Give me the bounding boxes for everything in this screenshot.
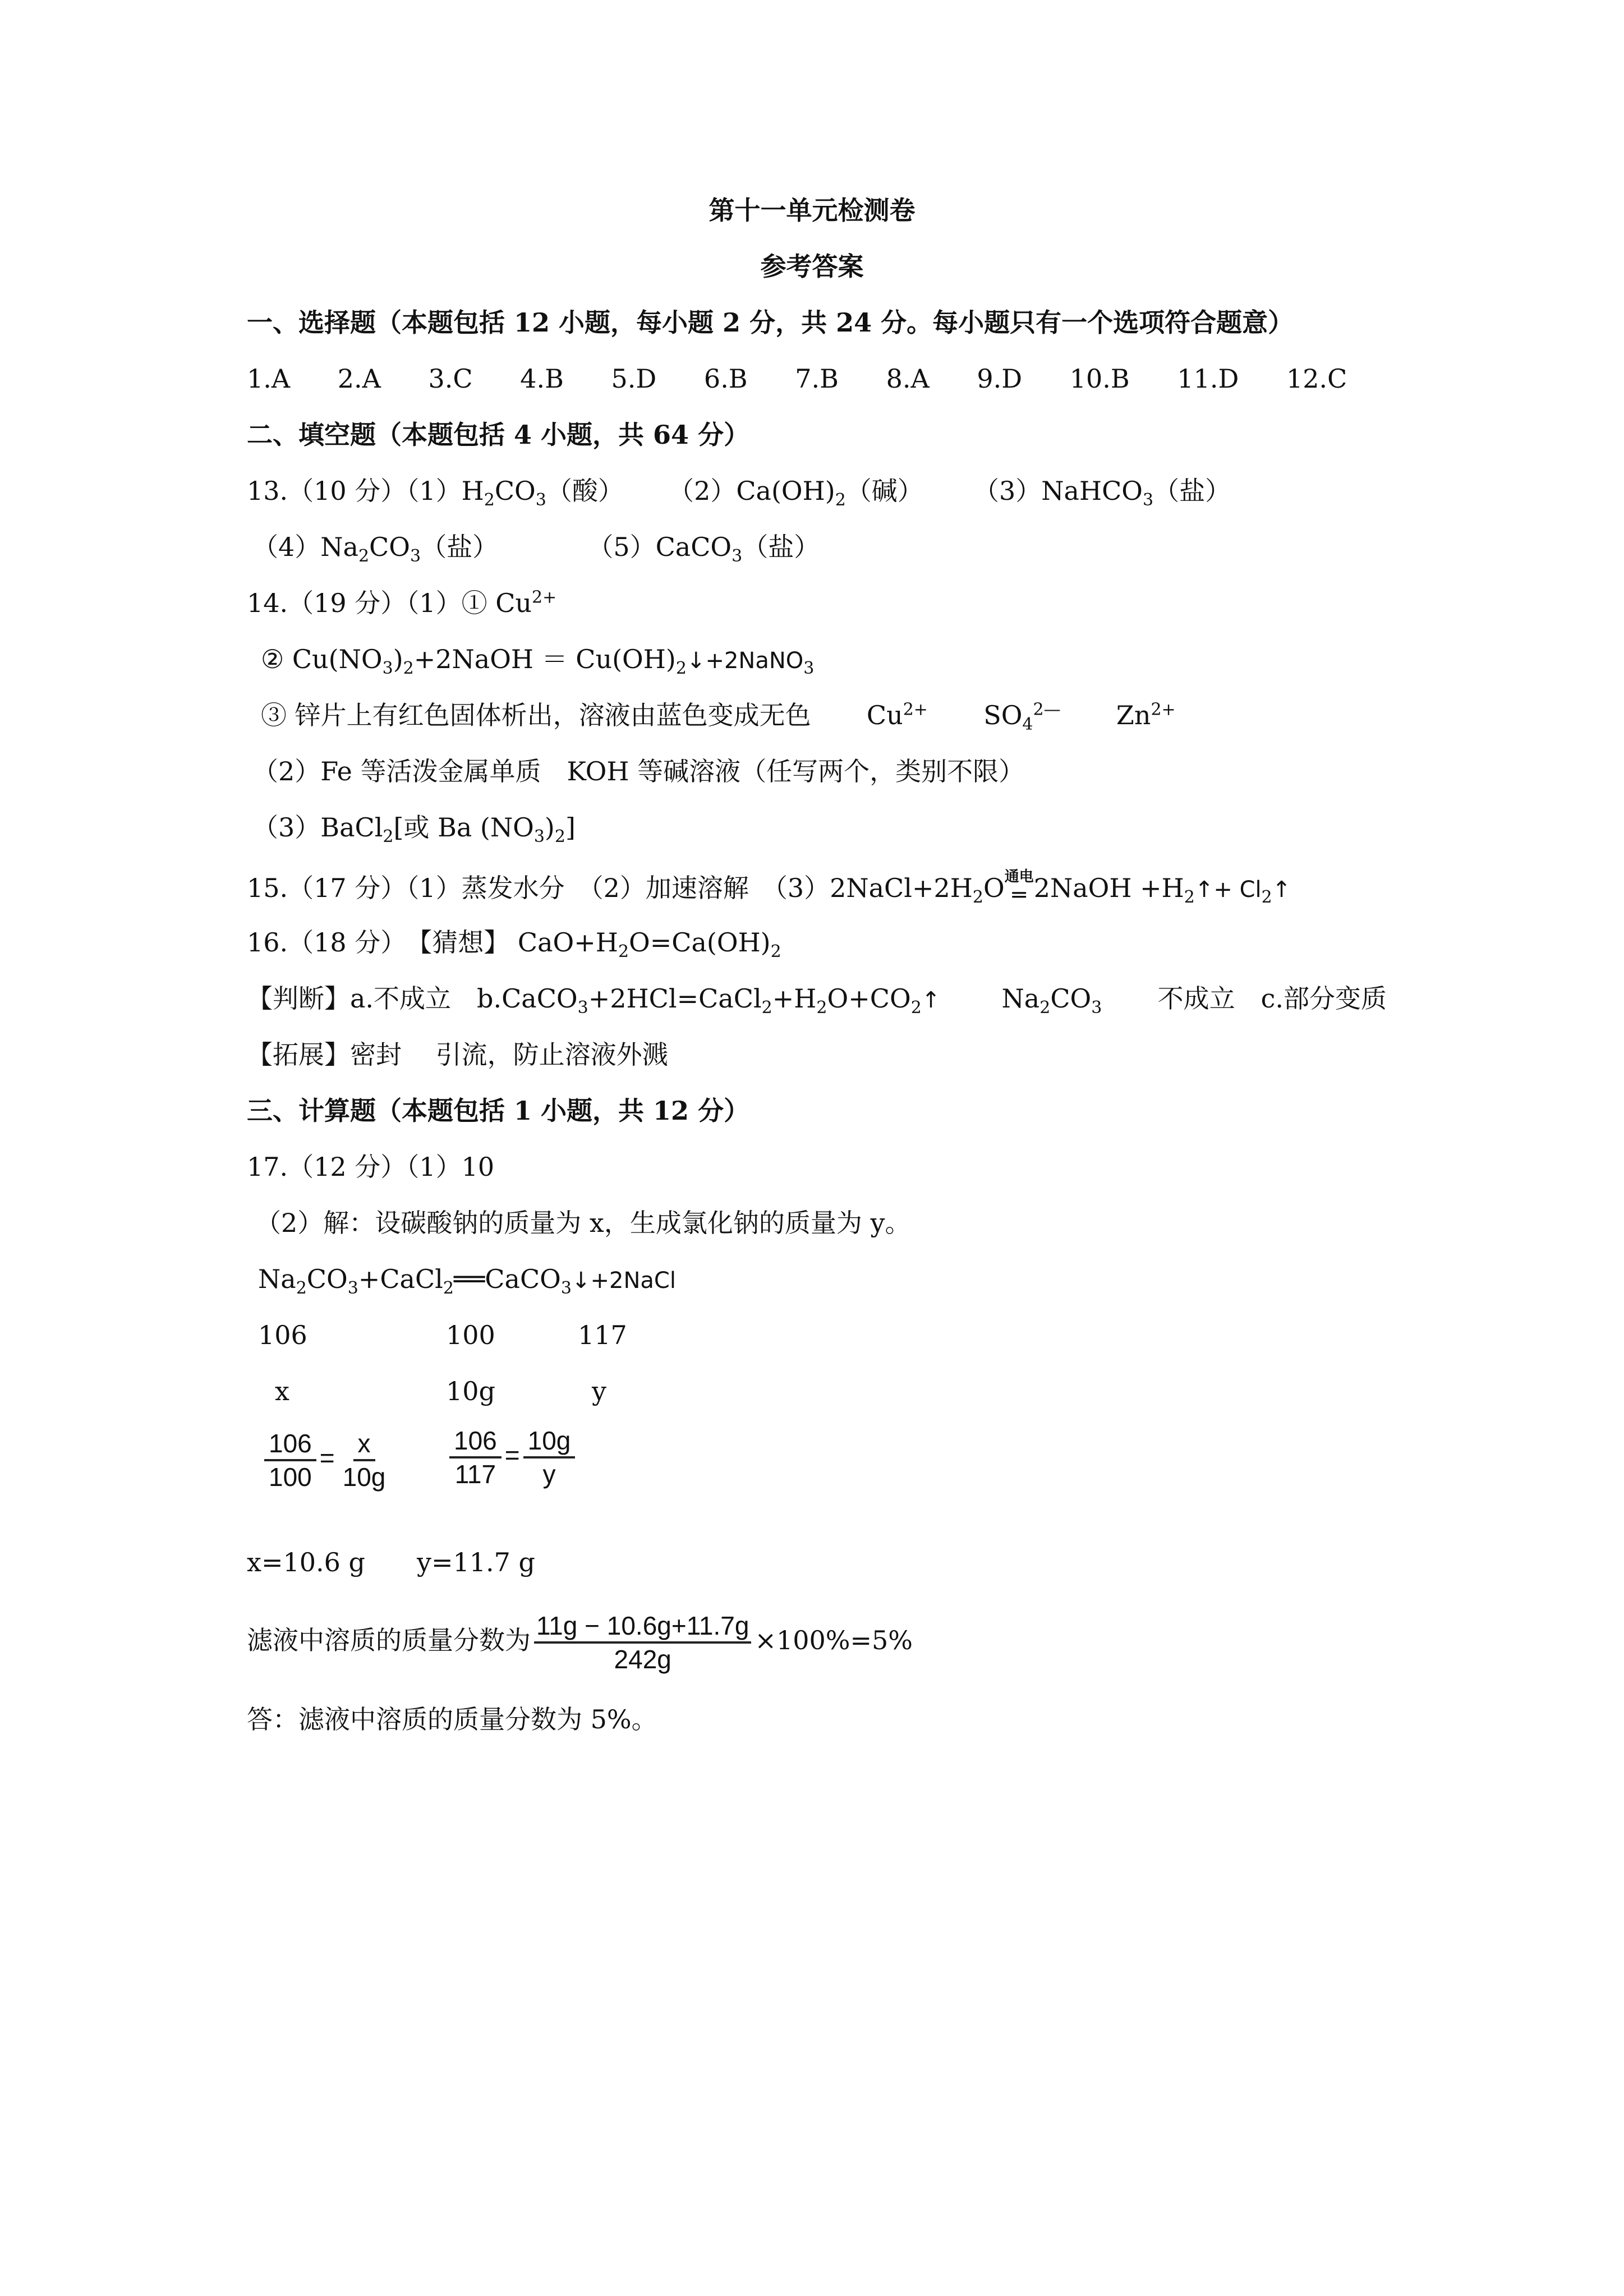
- fraction-numerator: x: [353, 1428, 375, 1461]
- subscript: 2: [816, 998, 827, 1018]
- formula-type: （盐）: [421, 532, 499, 562]
- fraction-denominator: 242g: [614, 1645, 671, 1674]
- ion-symbol: Cu: [866, 700, 903, 730]
- ion-charge: 2+: [1151, 700, 1176, 720]
- formula-text: （3）BaCl: [252, 812, 383, 843]
- subscript: 2: [618, 942, 629, 962]
- mc-answer: 5.D: [611, 364, 657, 394]
- q14-line-4: （2）Fe 等活泼金属单质 KOH 等碱溶液（任写两个，类别不限）: [252, 756, 1025, 786]
- q17-line-1: 17.（12 分）（1）10: [247, 1152, 495, 1182]
- q13-part-4: （4）Na: [252, 532, 358, 562]
- subscript: 2: [835, 490, 846, 510]
- subscript: 3: [1143, 490, 1154, 510]
- subscript: 2: [770, 942, 781, 962]
- page-subtitle: 参考答案: [760, 251, 864, 282]
- q15-text: 15.（17 分）（1）蒸发水分 （2）加速溶解 （3）2NaCl+2H: [247, 873, 973, 903]
- subscript: 2: [358, 546, 370, 567]
- formula-text: +H: [772, 983, 817, 1014]
- fraction: [534, 1610, 751, 1675]
- formula-text: O=Ca(OH): [629, 927, 771, 958]
- q16-line-3: 【拓展】密封 引流，防止溶液外溅: [247, 1039, 668, 1070]
- section-3-heading: 三、计算题（本题包括 1 小题，共 12 分）: [247, 1096, 750, 1126]
- q17-answer: 答：滤液中溶质的质量分数为 5%。: [247, 1704, 657, 1734]
- condition-label: 通电: [1004, 868, 1034, 885]
- formula-text: Na: [1001, 983, 1040, 1014]
- formula-text: ]: [565, 812, 576, 843]
- fraction-denominator: y: [542, 1460, 556, 1489]
- formula-text: H: [461, 476, 484, 506]
- q13-prefix: 13.（10 分）: [247, 476, 407, 506]
- formula-text: CO: [494, 476, 536, 506]
- formula-text: ↑+ Cl: [1194, 877, 1262, 903]
- q14-prefix: 14.（19 分）（1）① Cu: [247, 588, 532, 618]
- formula-text: O: [983, 873, 1005, 903]
- formula-text: Na: [258, 1264, 296, 1294]
- subscript: 2: [1039, 998, 1051, 1018]
- formula-type: （酸）: [546, 476, 624, 506]
- mc-answer: 4.B: [520, 364, 564, 394]
- equation-text: ② Cu(NO: [261, 644, 383, 674]
- subscript: 2: [383, 827, 394, 847]
- q13-line-1: [247, 474, 1231, 508]
- subscript: 3: [533, 827, 545, 847]
- q14-line-5: [252, 811, 576, 847]
- equals-sign: ═: [1012, 882, 1026, 908]
- formula-text: +2HCl=CaCl: [588, 983, 762, 1014]
- q16-text: 不成立 c.部分变质: [1157, 983, 1387, 1014]
- q16-text: 16.（18 分） 【猜想】 CaO+H: [247, 927, 618, 958]
- q13-part-5: （5）CaCO: [587, 532, 732, 562]
- gas-arrow: ↑: [921, 987, 941, 1013]
- q14-observation: ③ 锌片上有红色固体析出，溶液由蓝色变成无色: [261, 700, 811, 730]
- proportion-2: $\frac{106}{117}$ = $\frac{10g}{y}$: [446, 1425, 578, 1490]
- q17-result: x=10.6 g y=11.7 g: [247, 1547, 535, 1577]
- formula-text: O+CO: [827, 983, 911, 1014]
- subscript: 2: [972, 887, 983, 908]
- subscript: 2: [484, 490, 495, 510]
- subscript: 3: [410, 546, 421, 567]
- formula-type: （盐）: [742, 532, 820, 562]
- mc-answer: 11.D: [1177, 364, 1239, 394]
- formula-text: ══CaCO: [453, 1264, 561, 1294]
- q16-text: 【判断】a.不成立 b.CaCO: [247, 983, 578, 1014]
- q17-ratio: [247, 1610, 913, 1675]
- formula-text: ): [544, 812, 555, 843]
- q16-line-1: [247, 926, 781, 962]
- q13-part-1: （1）: [406, 476, 462, 506]
- equation-text: ): [393, 644, 403, 674]
- mc-answer: 3.C: [428, 364, 473, 394]
- subscript: 2: [443, 1278, 454, 1299]
- equation-text: +2NaOH ＝ Cu(OH): [413, 644, 676, 674]
- q13-part-3: （3）NaHCO: [973, 476, 1143, 506]
- fraction: [449, 1425, 502, 1490]
- q13-line-2: [252, 530, 820, 567]
- section-1-heading: 一、选择题（本题包括 12 小题，每小题 2 分，共 24 分。每小题只有一个选项符合题意）: [247, 307, 1294, 338]
- subscript: 3: [382, 659, 393, 679]
- mc-answer: 10.B: [1069, 364, 1130, 394]
- subscript: 4: [1022, 715, 1033, 735]
- subscript: 3: [1091, 998, 1102, 1018]
- subscript: 2: [675, 659, 687, 679]
- mc-answer: 12.C: [1286, 364, 1347, 394]
- mc-answer: 7.B: [795, 364, 839, 394]
- unknown-y: y: [592, 1376, 606, 1406]
- fraction: [264, 1428, 316, 1493]
- ratio-label: 滤液中溶质的质量分数为: [247, 1625, 531, 1655]
- subscript: 2: [910, 998, 922, 1018]
- mc-answer: 6.B: [703, 364, 748, 394]
- q17-line-2: （2）解：设碳酸钠的质量为 x，生成氯化钠的质量为 y。: [255, 1208, 911, 1238]
- subscript: 2: [403, 659, 414, 679]
- fraction-numerator: 106: [264, 1428, 316, 1461]
- molar-mass-100: 100: [446, 1320, 495, 1350]
- molar-mass-106: 106: [258, 1320, 307, 1350]
- formula-text: 2NaOH +H: [1033, 873, 1184, 903]
- mc-answer: 1.A: [247, 364, 291, 394]
- subscript: 3: [535, 490, 546, 510]
- q14-line-1: [247, 586, 556, 620]
- mc-answer: 2.A: [337, 364, 381, 394]
- ion-symbol: SO: [983, 700, 1023, 730]
- known-mass-10g: 10g: [446, 1376, 495, 1406]
- mc-answer: 8.A: [886, 364, 930, 394]
- mc-answers-row: [247, 362, 1347, 395]
- subscript: 3: [347, 1278, 358, 1299]
- fraction-denominator: 10g: [342, 1462, 386, 1492]
- formula-text: +CaCl: [358, 1264, 443, 1294]
- molar-mass-117: 117: [578, 1320, 627, 1350]
- proportion-1: $\frac{106}{100}$ = $\frac{x}{10g}$: [261, 1428, 393, 1493]
- formula-text: [或 Ba (NO: [393, 812, 534, 843]
- q17-equation: [258, 1262, 676, 1297]
- fraction: [523, 1425, 576, 1490]
- mc-answer: 9.D: [977, 364, 1023, 394]
- gas-arrow: ↑: [1272, 877, 1291, 903]
- equation-text: ↓+2NaNO: [686, 648, 804, 674]
- page-title: 第十一单元检测卷: [709, 195, 915, 226]
- subscript: 2: [1261, 887, 1272, 908]
- ion-charge: 2+: [532, 587, 557, 608]
- q16-line-2: [247, 982, 1387, 1017]
- formula-text: CO: [306, 1264, 348, 1294]
- subscript: 2: [296, 1278, 307, 1299]
- fraction-numerator: 11g − 10.6g+11.7g: [534, 1610, 751, 1644]
- formula-text: ↓+2NaCl: [571, 1268, 676, 1294]
- subscript: 3: [560, 1278, 572, 1299]
- reaction-condition: [1005, 869, 1034, 907]
- ratio-result: ×100%=5%: [755, 1625, 913, 1655]
- ion-symbol: Zn: [1116, 700, 1151, 730]
- ion-charge: 2+: [903, 700, 928, 720]
- subscript: 3: [803, 659, 815, 679]
- q15-line: [247, 869, 1291, 907]
- subscript: 2: [1184, 887, 1195, 908]
- fraction-denominator: 117: [454, 1460, 496, 1489]
- formula-type: （碱）: [845, 476, 923, 506]
- unknown-x: x: [275, 1376, 289, 1406]
- fraction-denominator: 100: [269, 1462, 312, 1492]
- formula-text: CO: [369, 532, 410, 562]
- q14-line-3: [261, 698, 1176, 735]
- q14-line-2: [261, 642, 814, 678]
- formula-text: CO: [1050, 983, 1092, 1014]
- fraction-numerator: 10g: [523, 1425, 576, 1458]
- section-2-heading: 二、填空题（本题包括 4 小题，共 64 分）: [247, 420, 750, 450]
- q13-part-2: （2）Ca(OH): [668, 476, 835, 506]
- ion-charge: 2—: [1033, 700, 1061, 720]
- subscript: 2: [761, 998, 772, 1018]
- subscript: 2: [554, 827, 565, 847]
- fraction-numerator: 106: [449, 1425, 502, 1458]
- formula-type: （盐）: [1153, 476, 1231, 506]
- subscript: 3: [732, 546, 743, 567]
- subscript: 3: [577, 998, 588, 1018]
- fraction: [338, 1428, 390, 1493]
